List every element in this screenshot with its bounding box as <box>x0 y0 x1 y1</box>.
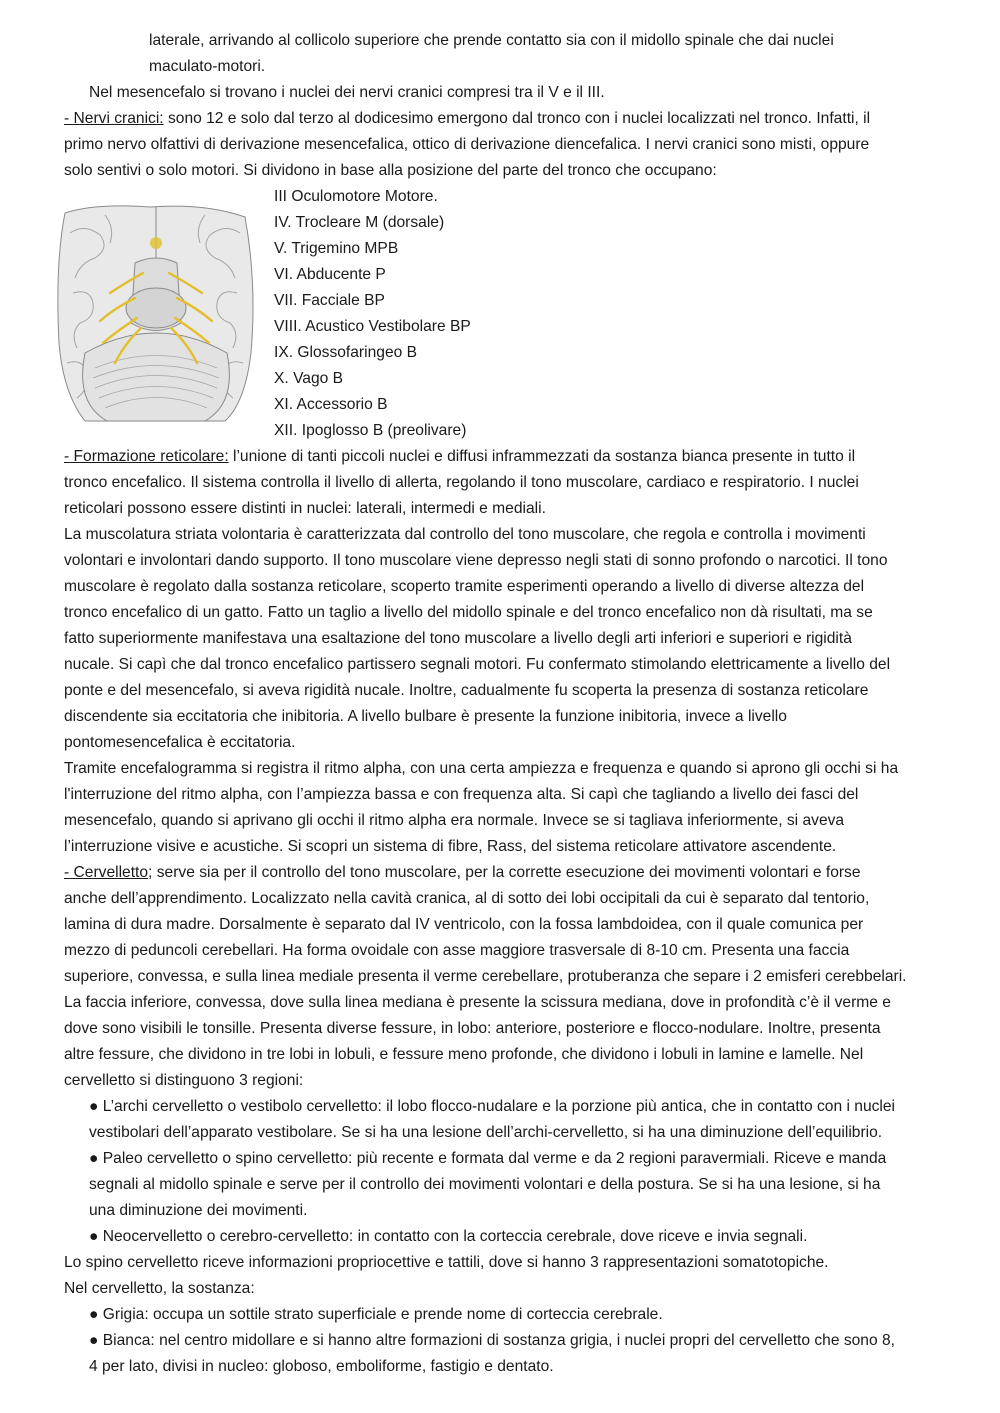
text-line: La muscolatura striata volontaria è caratterizzata dal controllo del tono muscolare, che regola e controlla i movimenti <box>64 526 866 543</box>
list-item: III Oculomotore Motore. <box>274 188 438 205</box>
list-item: XI. Accessorio B <box>274 396 388 413</box>
bullet-item: ● Neocervelletto o cerebro-cervelletto: in contatto con la corteccia cerebrale, dove riceve e invia segnali. <box>89 1228 808 1245</box>
text-line: primo nervo olfattivi di derivazione mesencefalica, ottico di derivazione diencefalica. I nervi cranici sono misti, oppure <box>64 136 870 153</box>
text-line: nucale. Si capì che dal tronco encefalico partissero segnali motori. Fu confermato stimolando elettricamente a livello del <box>64 656 891 673</box>
bullet-item: ● Grigia: occupa un sottile strato superficiale e prende nome di corteccia cerebrale. <box>89 1306 663 1323</box>
text-line: ponte e del mesencefalo, si aveva rigidità nucale. Inoltre, cadualmente fu scoperta la presenza di sostanza reticolare <box>64 682 869 699</box>
bullet-item-continued: vestibolari dell’apparato vestibolare. Se si ha una lesione dell’archi-cervelletto, si ha una diminuzione dell’equilibrio. <box>89 1124 883 1141</box>
bullet-item-continued: 4 per lato, divisi in nucleo: globoso, emboliforme, fastigio e dentato. <box>89 1358 554 1375</box>
brain-base-illustration <box>55 203 258 425</box>
bullet-item: ● Bianca: nel centro midollare e si hanno altre formazioni di sostanza grigia, i nuclei propri del cervelletto che sono 8, <box>89 1332 895 1349</box>
list-item: VIII. Acustico Vestibolare BP <box>274 318 471 335</box>
list-item: VI. Abducente P <box>274 266 386 283</box>
text-line: Lo spino cervelletto riceve informazioni propriocettive e tattili, dove si hanno 3 rappresentazioni somatotopiche. <box>64 1254 829 1271</box>
list-item: XII. Ipoglosso B (preolivare) <box>274 422 467 439</box>
text-line: La faccia inferiore, convessa, dove sulla linea mediana è presente la scissura mediana, dove in profondità c’è il verme e <box>64 994 891 1011</box>
list-item: V. Trigemino MPB <box>274 240 399 257</box>
text-span: serve sia per il controllo del tono muscolare, per la corrette esecuzione dei movimenti volontari e forse <box>152 864 861 881</box>
text-line: Nel mesencefalo si trovano i nuclei dei nervi cranici compresi tra il V e il III. <box>89 84 605 101</box>
text-line: discendente sia eccitatoria che inibitoria. A livello bulbare è presente la funzione inibitoria, invece a livello <box>64 708 787 725</box>
text-line: fatto superiormente manifestava una esaltazione del tono muscolare a livello degli arti inferiori e superiori e rigidità <box>64 630 852 647</box>
list-item: IV. Trocleare M (dorsale) <box>274 214 445 231</box>
text-line: altre fessure, che dividono in tre lobi in lobuli, e fessure meno profonde, che dividono i lobuli in lamine e lamelle. Nel <box>64 1046 864 1063</box>
brain-base-drawing <box>55 203 258 425</box>
text-line: tronco encefalico. Il sistema controlla il livello di allerta, regolando il tono muscolare, cardiaco e respiratorio. I nuclei <box>64 474 859 491</box>
text-line: Nel cervelletto, la sostanza: <box>64 1280 255 1297</box>
text-span: sono 12 e solo dal terzo al dodicesimo emergono dal tronco con i nuclei localizzati nel tronco. Infatti, il <box>163 110 871 127</box>
text-line: l'interruzione del ritmo alpha, con l’ampiezza bassa e con frequenza alta. Si capì che tagliando a livello dei fasci del <box>64 786 859 803</box>
nervi-cranici-heading: - Nervi cranici: <box>64 110 164 127</box>
text-line: laterale, arrivando al collicolo superiore che prende contatto sia con il midollo spinale che dai nuclei <box>149 32 834 49</box>
text-line: dove sono visibili le tonsille. Presenta diverse fessure, in lobo: anteriore, posteriore e flocco-nodulare. Inoltre, presenta <box>64 1020 881 1037</box>
text-span: l’unione di tanti piccoli nuclei e diffusi inframmezzati da sostanza bianca presente in tutto il <box>228 448 856 465</box>
formazione-reticolare-first-line <box>64 444 855 470</box>
cervelletto-heading: - Cervelletto; <box>64 864 153 881</box>
text-line: superiore, convessa, e sulla linea mediale presenta il verme cerebellare, protuberanza che separe i 2 emisferi cerebbelari. <box>64 968 907 985</box>
bullet-item: ● Paleo cervelletto o spino cervelletto: più recente e formata dal verme e da 2 regioni paravermiali. Riceve e manda <box>89 1150 887 1167</box>
text-line: solo sentivi o solo motori. Si dividono in base alla posizione del parte del tronco che occupano: <box>64 162 717 179</box>
text-line: pontomesencefalica è eccitatoria. <box>64 734 296 751</box>
cervelletto-first-line <box>64 860 861 886</box>
text-line: lamina di dura madre. Dorsalmente è separato dal IV ventricolo, con la fossa lambdoidea, con il quale comunica per <box>64 916 864 933</box>
list-item: IX. Glossofaringeo B <box>274 344 418 361</box>
text-line: mezzo di peduncoli cerebellari. Ha forma ovoidale con asse maggiore trasversale di 8-10 cm. Presenta una faccia <box>64 942 850 959</box>
text-line: tronco encefalico di un gatto. Fatto un taglio a livello del midollo spinale e del tronco encefalico non dà risultati, ma se <box>64 604 873 621</box>
list-item: X. Vago B <box>274 370 344 387</box>
nervi-cranici-first-line <box>64 106 870 132</box>
bullet-item-continued: una diminuzione dei movimenti. <box>89 1202 308 1219</box>
list-item: VII. Facciale BP <box>274 292 385 309</box>
text-line: cervelletto si distinguono 3 regioni: <box>64 1072 304 1089</box>
text-line: l’interruzione visive e acustiche. Si scopri un sistema di fibre, Rass, del sistema reticolare attivatore ascendente. <box>64 838 837 855</box>
text-line: maculato-motori. <box>149 58 266 75</box>
text-line: mesencefalo, quando si aprivano gli occhi il ritmo alpha era normale. Invece se si tagliava inferiormente, si aveva <box>64 812 845 829</box>
text-line: volontari e involontari dando supporto. Il tono muscolare viene depresso negli stati di sonno profondo o narcotici. Il tono <box>64 552 888 569</box>
text-line: anche dell’apprendimento. Localizzato nella cavità cranica, al di sotto dei lobi occipitali da cui è separato dal tentorio, <box>64 890 870 907</box>
bullet-item-continued: segnali al midollo spinale e serve per il controllo dei movimenti volontari e della postura. Se si ha una lesione, si ha <box>89 1176 881 1193</box>
text-line: muscolare è regolato dalla sostanza reticolare, scoperto tramite esperimenti operando a livello di diverse altezza del <box>64 578 865 595</box>
formazione-reticolare-heading: - Formazione reticolare: <box>64 448 229 465</box>
text-line: Tramite encefalogramma si registra il ritmo alpha, con una certa ampiezza e frequenza e quando si aprono gli occhi si ha <box>64 760 899 777</box>
bullet-item: ● L’archi cervelletto o vestibolo cervelletto: il lobo flocco-nudalare e la porzione più antica, che in contatto con i nuclei <box>89 1098 896 1115</box>
text-line: reticolari possono essere distinti in nuclei: laterali, intermedi e mediali. <box>64 500 546 517</box>
